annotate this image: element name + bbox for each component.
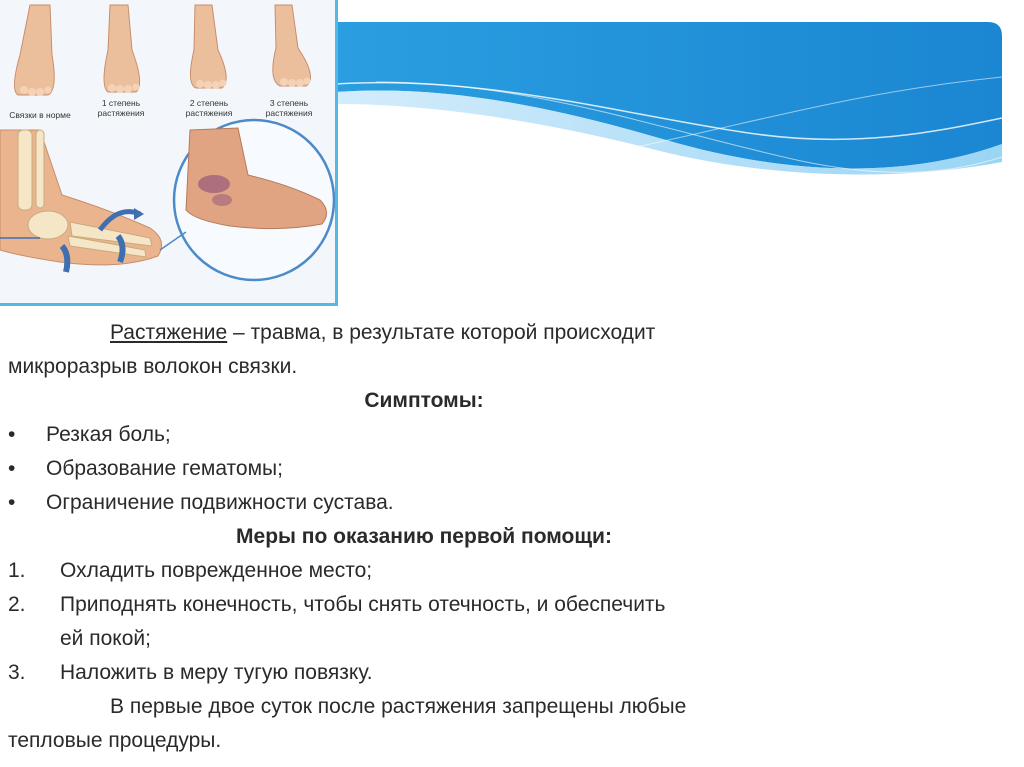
feet-image [0,0,336,304]
first-aid-text: Наложить в меру тугую повязку. [60,661,373,684]
label-normal-ligaments: Связки в норме [9,110,71,120]
first-aid-item [8,588,840,656]
bullet: • [8,457,16,480]
symptom-text: Резкая боль; [46,423,171,446]
item-number: 3. [8,661,26,684]
header-wave-banner [336,22,1002,182]
first-aid-text: Приподнять конечность, чтобы снять отечность, и обеспечить [60,593,666,616]
term-sprain: Растяжение [110,321,228,344]
note-line-1: В первые двое суток после растяжения запрещены любые [110,695,687,718]
intro-line-2: микроразрыв волокон связки. [8,355,298,378]
label-grade-1: 1 степень растяжения [97,98,145,118]
first-aid-item [8,656,840,690]
bullet: • [8,491,16,514]
label-grade-3: 3 степень растяжения [265,98,313,118]
first-aid-text: Охладить поврежденное место; [60,559,373,582]
symptom-text: Образование гематомы; [46,457,283,480]
symptom-item [8,418,840,452]
bullet: • [8,423,16,446]
label-grade-2: 2 степень растяжения [185,98,233,118]
intro-definition: – травма, в результате которой происходит [227,321,656,344]
symptom-item [8,486,840,520]
intro-paragraph [8,316,840,350]
ankle-sprain-illustration [0,0,338,306]
item-number: 1. [8,559,26,582]
note-line-2: тепловые процедуры. [8,729,222,752]
item-number: 2. [8,593,26,616]
first-aid-item [8,554,840,588]
text-body [8,316,840,758]
symptom-text: Ограничение подвижности сустава. [46,491,394,514]
first-aid-text-continued: ей покой; [60,627,151,650]
symptoms-heading: Симптомы: [364,389,484,412]
first-aid-heading: Меры по оказанию первой помощи: [236,525,612,548]
symptom-item [8,452,840,486]
note-paragraph [8,690,840,724]
